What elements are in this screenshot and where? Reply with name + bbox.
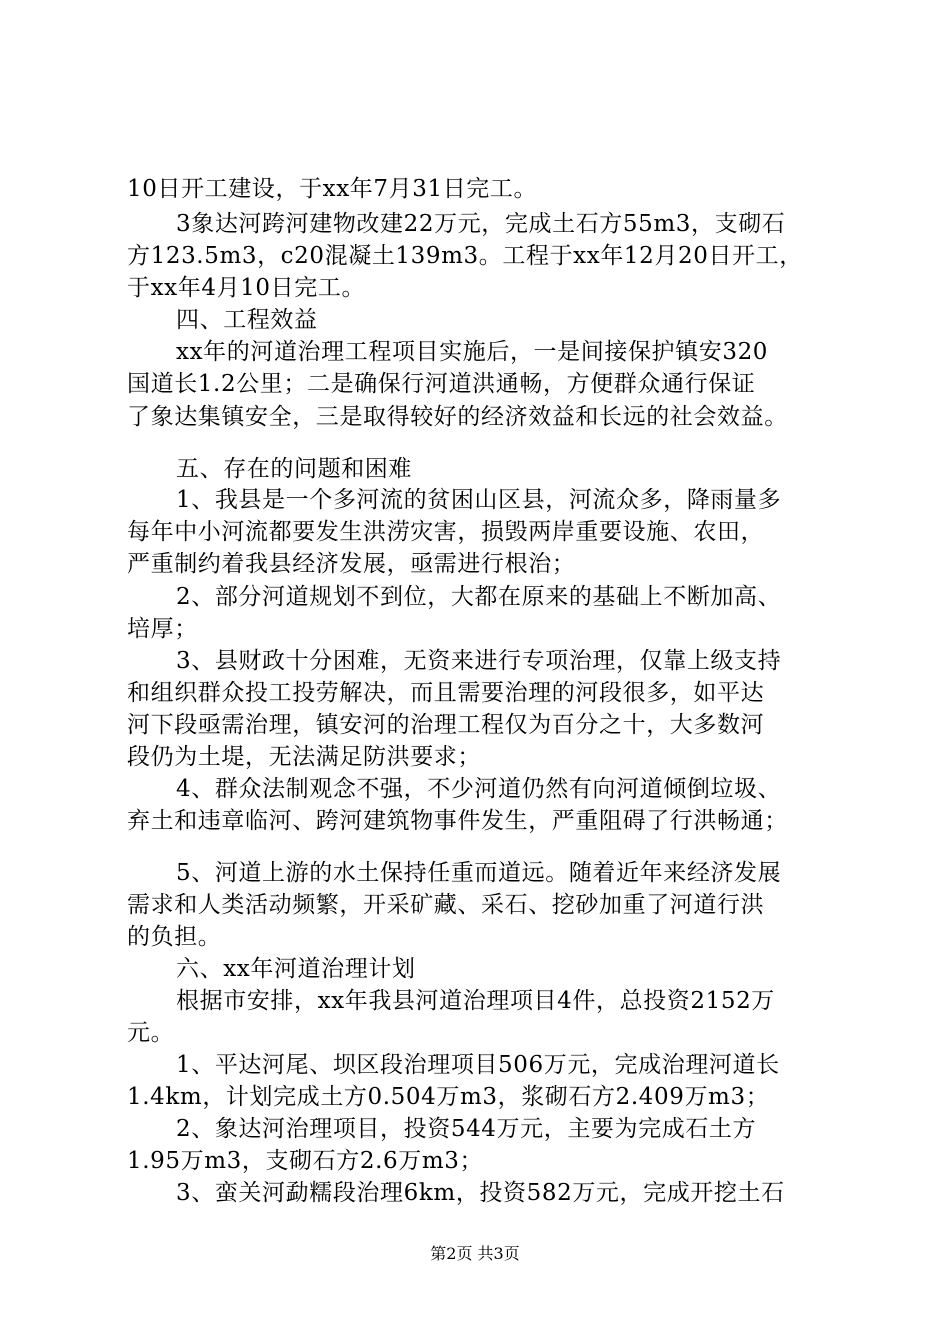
text-line: 段仍为土堤，无法满足防洪要求； [127,744,481,770]
section-heading: 六、xx年河道治理计划 [176,956,416,982]
text-line: 4、群众法制观念不强，不少河道仍然有向河道倾倒垃圾、 [176,776,782,802]
text-line: 3象达河跨河建物改建22万元，完成土石方55m3，支砌石 [176,211,786,237]
text-line: 方123.5m3，c20混凝土139m3。工程于xx年12月20日开工， [127,243,803,269]
text-line: 河下段亟需治理，镇安河的治理工程仅为百分之十，大多数河 [127,712,765,738]
section-heading: 四、工程效益 [176,307,318,333]
text-line: 5、河道上游的水土保持任重而道远。随着近年来经济发展 [176,860,782,886]
text-line: 10日开工建设，于xx年7月31日完工。 [127,176,538,202]
text-line: 每年中小河流都要发生洪涝灾害，损毁两岸重要设施、农田， [127,519,765,545]
section-heading: 五、存在的问题和困难 [176,456,412,482]
text-line: 弃土和违章临河、跨河建筑物事件发生，严重阻碍了行洪畅通； [127,808,788,834]
text-line: 严重制约着我县经济发展，亟需进行根治； [127,551,576,577]
page-number: 第2页 共3页 [430,1244,520,1263]
text-line: 的负担。 [127,924,222,950]
text-line: 了象达集镇安全，三是取得较好的经济效益和长远的社会效益。 [127,404,788,430]
text-line: 3、蛮关河勐糯段治理6km，投资582万元，完成开挖土石 [176,1180,785,1206]
text-line: 于xx年4月10日完工。 [127,275,366,301]
text-line: 和组织群众投工投劳解决，而且需要治理的河段很多，如平达 [127,680,765,706]
text-line: 1.95万m3，支砌石方2.6万m3； [127,1148,484,1174]
text-line: 1、平达河尾、坝区段治理项目506万元，完成治理河道长 [176,1052,780,1078]
text-line: 2、部分河道规划不到位，大都在原来的基础上不断加高、 [176,584,782,610]
text-line: xx年的河道治理工程项目实施后，一是间接保护镇安320 [176,339,769,365]
text-line: 1.4km，计划完成土方0.504万m3，浆砌石方2.409万m3； [127,1084,770,1110]
text-line: 3、县财政十分困难，无资来进行专项治理，仅靠上级支持 [176,648,782,674]
text-line: 2、象达河治理项目，投资544万元，主要为完成石土方 [176,1116,757,1142]
text-line: 国道长1.2公里；二是确保行河道洪通畅，方便群众通行保证 [127,371,756,397]
text-line: 培厚； [127,616,198,642]
text-line: 根据市安排，xx年我县河道治理项目4件，总投资2152万 [176,988,775,1014]
text-line: 元。 [127,1020,175,1046]
text-line: 1、我县是一个多河流的贫困山区县，河流众多，降雨量多 [176,487,782,513]
text-line: 需求和人类活动频繁，开采矿藏、采石、挖砂加重了河道行洪 [127,892,765,918]
